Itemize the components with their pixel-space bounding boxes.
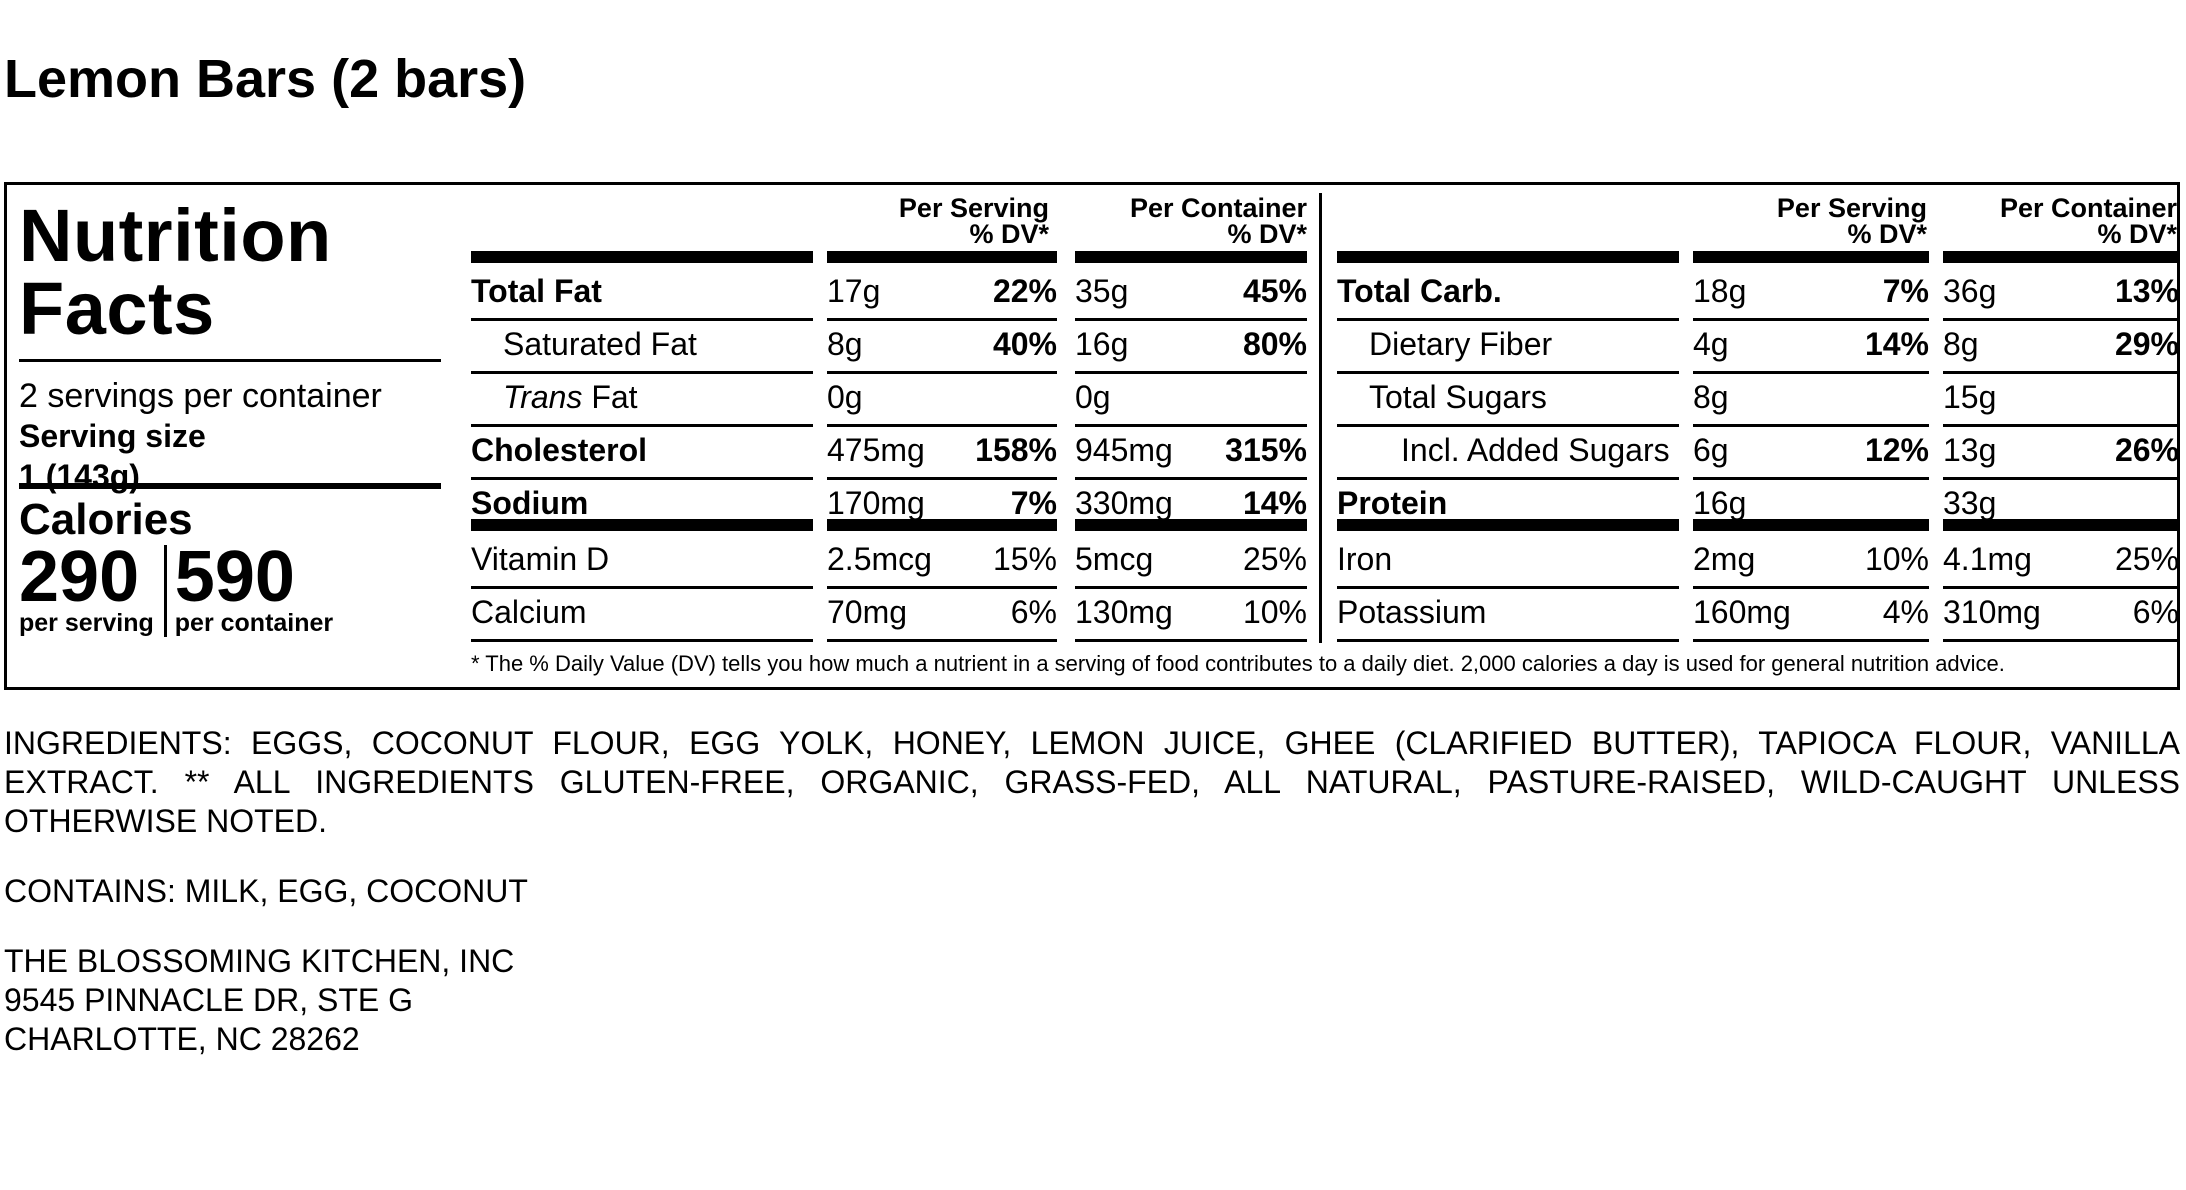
left-row-rule bbox=[471, 639, 813, 642]
calories-per-container: 590 bbox=[174, 537, 295, 617]
divider bbox=[19, 359, 441, 362]
right-nutrient-name: Dietary Fiber bbox=[1369, 326, 1553, 362]
serving-size-value: 1 (143g) bbox=[19, 458, 140, 494]
per-serving-label: per serving bbox=[19, 609, 154, 637]
right-serving-amount: 6g bbox=[1693, 432, 1729, 468]
nutrition-facts-heading bbox=[19, 194, 441, 350]
right-header-bar bbox=[1943, 251, 2179, 263]
nutrient-name-rest: Fat bbox=[582, 379, 638, 415]
right-serving-dv: 7% bbox=[1882, 273, 1929, 309]
left-container-amount: 330mg bbox=[1075, 485, 1173, 521]
right-header-per-container: Per Container % DV* bbox=[1999, 193, 2177, 249]
address-line-3: CHARLOTTE, NC 28262 bbox=[4, 1021, 360, 1057]
left-nutrient-name bbox=[503, 371, 638, 424]
heading-line-1: Nutrition bbox=[19, 194, 332, 277]
left-nutrient-name: Vitamin D bbox=[471, 541, 610, 577]
heading-line-2: Facts bbox=[19, 267, 215, 350]
left-container-amount: 945mg bbox=[1075, 432, 1173, 468]
left-container-amount: 0g bbox=[1075, 379, 1111, 415]
right-nutrient-name: Iron bbox=[1337, 541, 1393, 577]
right-container-amount: 4.1mg bbox=[1943, 541, 2032, 577]
right-nutrient-name: Total Carb. bbox=[1337, 273, 1502, 309]
right-serving-amount: 160mg bbox=[1693, 594, 1791, 630]
right-container-amount: 310mg bbox=[1943, 594, 2041, 630]
right-row-rule bbox=[1693, 639, 1929, 642]
left-serving-dv: 40% bbox=[992, 326, 1057, 362]
manufacturer-address bbox=[4, 942, 514, 1059]
calories-block bbox=[19, 489, 441, 637]
left-row-rule bbox=[827, 639, 1057, 642]
left-nutrient-name: Total Fat bbox=[471, 273, 602, 309]
right-header-bar bbox=[1693, 251, 1929, 263]
left-serving-amount: 17g bbox=[827, 273, 881, 309]
left-container-dv: 315% bbox=[1225, 432, 1307, 468]
left-serving-dv: 158% bbox=[975, 432, 1057, 468]
right-container-amount: 13g bbox=[1943, 432, 1997, 468]
left-header-bar bbox=[827, 251, 1057, 263]
left-serving-amount: 8g bbox=[827, 326, 863, 362]
right-serving-amount: 16g bbox=[1693, 485, 1747, 521]
address-line-2: 9545 PINNACLE DR, STE G bbox=[4, 982, 414, 1018]
left-container-dv: 10% bbox=[1242, 594, 1307, 630]
address-line-1: THE BLOSSOMING KITCHEN, INC bbox=[4, 943, 515, 979]
allergens-text: CONTAINS: MILK, EGG, COCONUT bbox=[4, 873, 528, 909]
left-container-amount: 16g bbox=[1075, 326, 1129, 362]
right-serving-dv: 12% bbox=[1864, 432, 1929, 468]
right-container-amount: 15g bbox=[1943, 379, 1997, 415]
page-title: Lemon Bars (2 bars) bbox=[4, 49, 527, 109]
daily-value-footnote: * The % Daily Value (DV) tells you how much a nutrient in a serving of food contributes to a daily diet. 2,000 calories a day is used for general nutrition advice. bbox=[471, 651, 2005, 676]
right-container-dv: 29% bbox=[2114, 326, 2179, 362]
right-serving-dv: 14% bbox=[1864, 326, 1929, 362]
right-nutrient-name: Potassium bbox=[1337, 594, 1487, 630]
left-serving-dv: 6% bbox=[1010, 594, 1057, 630]
left-container-amount: 5mcg bbox=[1075, 541, 1154, 577]
servings-per-container: 2 servings per container bbox=[19, 377, 382, 415]
left-serving-amount: 170mg bbox=[827, 485, 925, 521]
nutrient-name-italic: Trans bbox=[503, 379, 583, 415]
left-container-dv: 14% bbox=[1242, 485, 1307, 521]
left-container-amount: 35g bbox=[1075, 273, 1129, 309]
left-header-per-container: Per Container % DV* bbox=[1129, 193, 1307, 249]
right-serving-amount: 18g bbox=[1693, 273, 1747, 309]
per-container-label: per container bbox=[174, 609, 334, 637]
left-header-bar bbox=[471, 251, 813, 263]
left-serving-dv: 22% bbox=[992, 273, 1057, 309]
calories-per-serving-block bbox=[19, 537, 164, 637]
right-header-per-serving: Per Serving % DV* bbox=[1776, 193, 1927, 249]
right-nutrient-name: Protein bbox=[1337, 485, 1448, 521]
left-container-dv: 80% bbox=[1242, 326, 1307, 362]
left-serving-amount: 70mg bbox=[827, 594, 908, 630]
right-nutrient-name: Incl. Added Sugars bbox=[1401, 432, 1670, 468]
left-row-rule bbox=[1075, 639, 1307, 642]
right-container-dv: 13% bbox=[2114, 273, 2179, 309]
ingredients-text: INGREDIENTS: EGGS, COCONUT FLOUR, EGG YOLK, HONEY, LEMON JUICE, GHEE (CLARIFIED BUTTER), TAPIOCA FLOUR, VANILLA EXTRACT. ** ALL INGREDIENTS GLUTEN-FREE, ORGANIC, GRASS-FED, ALL NATURAL, PASTURE-RAISED, WILD-CAUGHT UNLESS OTHERWISE NOTED. bbox=[4, 725, 2180, 839]
left-container-dv: 25% bbox=[1242, 541, 1307, 577]
right-container-amount: 8g bbox=[1943, 326, 1979, 362]
calories-per-serving: 290 bbox=[19, 537, 140, 617]
left-nutrient-name: Calcium bbox=[471, 594, 587, 630]
calories-label: Calories bbox=[19, 495, 193, 544]
serving-size-label: Serving size bbox=[19, 418, 206, 454]
left-nutrient-name: Saturated Fat bbox=[503, 326, 697, 362]
right-row-rule bbox=[1943, 639, 2179, 642]
right-serving-dv: 10% bbox=[1864, 541, 1929, 577]
right-row-rule bbox=[1337, 639, 1679, 642]
nutrition-facts-panel bbox=[4, 182, 2180, 690]
right-container-dv: 26% bbox=[2114, 432, 2179, 468]
right-serving-amount: 4g bbox=[1693, 326, 1729, 362]
left-header-bar bbox=[1075, 251, 1307, 263]
left-serving-amount: 2.5mcg bbox=[827, 541, 932, 577]
left-serving-dv: 15% bbox=[992, 541, 1057, 577]
left-header-per-serving: Per Serving % DV* bbox=[898, 193, 1049, 249]
left-container-dv: 45% bbox=[1242, 273, 1307, 309]
table-divider bbox=[1319, 193, 1322, 643]
left-nutrient-name: Cholesterol bbox=[471, 432, 648, 468]
right-serving-amount: 8g bbox=[1693, 379, 1729, 415]
calories-per-container-block bbox=[164, 537, 343, 637]
left-nutrient-name: Sodium bbox=[471, 485, 589, 521]
nutrition-facts-summary bbox=[19, 194, 441, 496]
right-container-amount: 36g bbox=[1943, 273, 1997, 309]
left-serving-amount: 0g bbox=[827, 379, 863, 415]
right-header-bar bbox=[1337, 251, 1679, 263]
left-serving-amount: 475mg bbox=[827, 432, 925, 468]
right-container-dv: 25% bbox=[2114, 541, 2179, 577]
left-serving-dv: 7% bbox=[1010, 485, 1057, 521]
right-serving-amount: 2mg bbox=[1693, 541, 1756, 577]
right-container-dv: 6% bbox=[2132, 594, 2179, 630]
left-container-amount: 130mg bbox=[1075, 594, 1173, 630]
right-serving-dv: 4% bbox=[1882, 594, 1929, 630]
right-nutrient-name: Total Sugars bbox=[1369, 379, 1547, 415]
right-container-amount: 33g bbox=[1943, 485, 1997, 521]
